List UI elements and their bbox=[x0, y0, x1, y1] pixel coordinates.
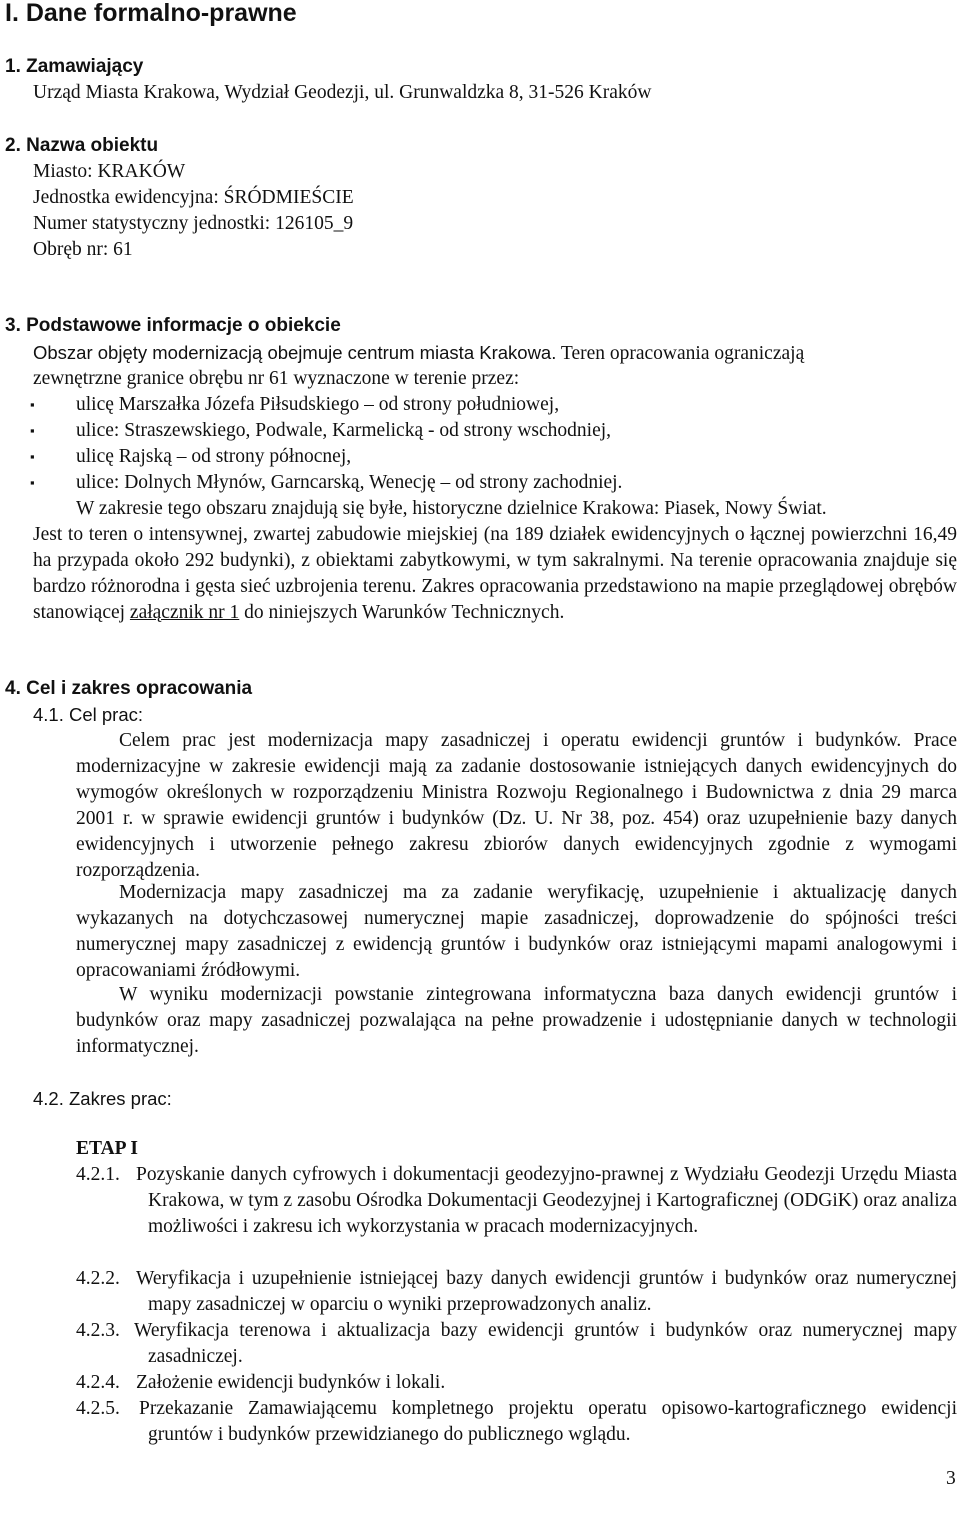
bullet-item bbox=[30, 418, 612, 444]
stage-heading: ETAP I bbox=[76, 1138, 138, 1159]
bullet-item bbox=[30, 392, 560, 418]
bullet-item bbox=[30, 470, 623, 496]
section-3-after: W zakresie tego obszaru znajdują się byłe, historyczne dzielnice Krakowa: Piasek, Nowy Świat. bbox=[76, 498, 827, 519]
item-number: 4.2.3. bbox=[76, 1320, 120, 1341]
item-number: 4.2.1. bbox=[76, 1164, 120, 1185]
item-number: 4.2.5. bbox=[76, 1398, 120, 1419]
bullet-square-icon: ▪ bbox=[30, 397, 35, 412]
section-1-heading: 1. Zamawiający bbox=[5, 56, 144, 77]
subsection-4-1: 4.1. Cel prac: bbox=[33, 704, 144, 725]
item-number: 4.2.4. bbox=[76, 1372, 120, 1393]
section-3-intro bbox=[33, 340, 804, 367]
item-number: 4.2.2. bbox=[76, 1268, 120, 1289]
item-text-content: Weryfikacja i uzupełnienie istniejącej bazy danych ewidencji gruntów i budynków oraz numerycznej mapy zasadniczej w oparciu o wyniki przeprowadzonych analiz. bbox=[136, 1268, 957, 1315]
bullet-square-icon: ▪ bbox=[30, 475, 35, 490]
paragraph-text: Jest to teren o intensywnej, zwartej zabudowie miejskiej (na 189 działek ewidencyjnych o łącznej powierzchni 16,49 ha przypada około 292 budynki), z obiektami zabytkowymi, w tym sakralnymi. Na terenie opracowania znajduje się bardzo różnorodna i gęsta sieć uzbrojenia terenu. Zakres opracowania przedstawiono na mapie przeglądowej obrębów stanowiącej bbox=[33, 524, 957, 623]
subsection-4-2: 4.2. Zakres prac: bbox=[33, 1088, 172, 1109]
section-3-intro-sans: Obszar objęty modernizacją obejmuje centrum miasta Krakowa. bbox=[33, 342, 557, 363]
bullet-text: ulicę Rajską – od strony północnej, bbox=[76, 446, 352, 467]
item-text bbox=[139, 1396, 957, 1448]
section-3-heading: 3. Podstawowe informacje o obiekcie bbox=[5, 315, 341, 336]
section-2-line: Jednostka ewidencyjna: ŚRÓDMIEŚCIE bbox=[33, 187, 354, 208]
item-text bbox=[136, 1162, 957, 1240]
document-title: I. Dane formalno-prawne bbox=[5, 0, 297, 27]
bullet-square-icon: ▪ bbox=[30, 449, 35, 464]
section-2-line: Miasto: KRAKÓW bbox=[33, 161, 186, 182]
bullet-item bbox=[30, 444, 352, 470]
bullet-square-icon: ▪ bbox=[30, 423, 35, 438]
bullet-text: ulice: Straszewskiego, Podwale, Karmelicką - od strony wschodniej, bbox=[76, 420, 612, 441]
paragraph-text: do niniejszych Warunków Technicznych. bbox=[239, 602, 565, 623]
bullet-text: ulice: Dolnych Młynów, Garncarską, Wenecję – od strony zachodniej. bbox=[76, 472, 623, 493]
item-text-content: Przekazanie Zamawiającemu kompletnego projektu operatu opisowo-kartograficznego ewidencji gruntów i budynków przewidzianego do publicznego wglądu. bbox=[139, 1398, 957, 1445]
attachment-link[interactable]: załącznik nr 1 bbox=[129, 602, 240, 623]
section-1-text: Urząd Miasta Krakowa, Wydział Geodezji, ul. Grunwaldzka 8, 31-526 Kraków bbox=[33, 82, 652, 103]
section-2-heading: 2. Nazwa obiektu bbox=[5, 135, 159, 156]
bullet-text: ulicę Marszałka Józefa Piłsudskiego – od strony południowej, bbox=[76, 394, 560, 415]
item-text-content: Weryfikacja terenowa i aktualizacja bazy ewidencji gruntów i budynków oraz numerycznej mapy zasadniczej. bbox=[134, 1320, 957, 1367]
section-3-intro-cont: zewnętrzne granice obrębu nr 61 wyznaczone w terenie przez: bbox=[33, 368, 520, 389]
section-4-heading: 4. Cel i zakres opracowania bbox=[5, 678, 253, 699]
paragraph-map: Modernizacja mapy zasadniczej ma za zadanie weryfikację, uzupełnienie i aktualizację danych wykazanych na dotychczasowej numerycznej mapie zasadniczej, doprowadzenie do spójności treści numerycznej mapy zasadniczej z ewidencją gruntów i budynków oraz istniejącymi mapami analogowymi i opracowaniami źródłowymi. bbox=[76, 882, 957, 981]
section-3-paragraph bbox=[33, 522, 957, 626]
section-3-intro-serif: Teren opracowania ograniczają bbox=[556, 343, 805, 364]
section-2-line: Numer statystyczny jednostki: 126105_9 bbox=[33, 213, 354, 234]
section-2-line: Obręb nr: 61 bbox=[33, 239, 133, 260]
paragraph-goal: Celem prac jest modernizacja mapy zasadniczej i operatu ewidencji gruntów i budynków. Prace modernizacyjne w zakresie ewidencji mają za zadanie dostosowanie istniejących danych ewidencyjnych do wymogów określonych w rozporządzeniu Ministra Rozwoju Regionalnego i Budownictwa z dnia 29 marca 2001 r. w sprawie ewidencji gruntów i budynków (Dz. U. Nr 38, poz. 454) oraz uzupełnienie bazy danych ewidencyjnych i utworzenie pełnego zakresu zbiorów danych ewidencyjnych zgodnie z wymogami rozporządzenia. bbox=[76, 730, 957, 881]
paragraph-result: W wyniku modernizacji powstanie zintegrowana informatyczna baza danych ewidencji gruntów i budynków oraz mapy zasadniczej pozwalająca na pełne prowadzenie i udostępnianie danych w technologii informatycznej. bbox=[76, 984, 957, 1057]
item-text bbox=[136, 1266, 957, 1318]
item-text bbox=[134, 1318, 957, 1370]
item-text: Założenie ewidencji budynków i lokali. bbox=[136, 1372, 446, 1393]
page-number: 3 bbox=[946, 1468, 956, 1489]
item-text-content: Pozyskanie danych cyfrowych i dokumentacji geodezyjno-prawnej z Wydziału Geodezji Urzędu Miasta Krakowa, w tym z zasobu Ośrodka Dokumentacji Geodezyjnej i Kartograficznej (ODGiK) oraz analiza możliwości i zakresu ich wykorzystania w pracach modernizacyjnych. bbox=[136, 1164, 957, 1237]
